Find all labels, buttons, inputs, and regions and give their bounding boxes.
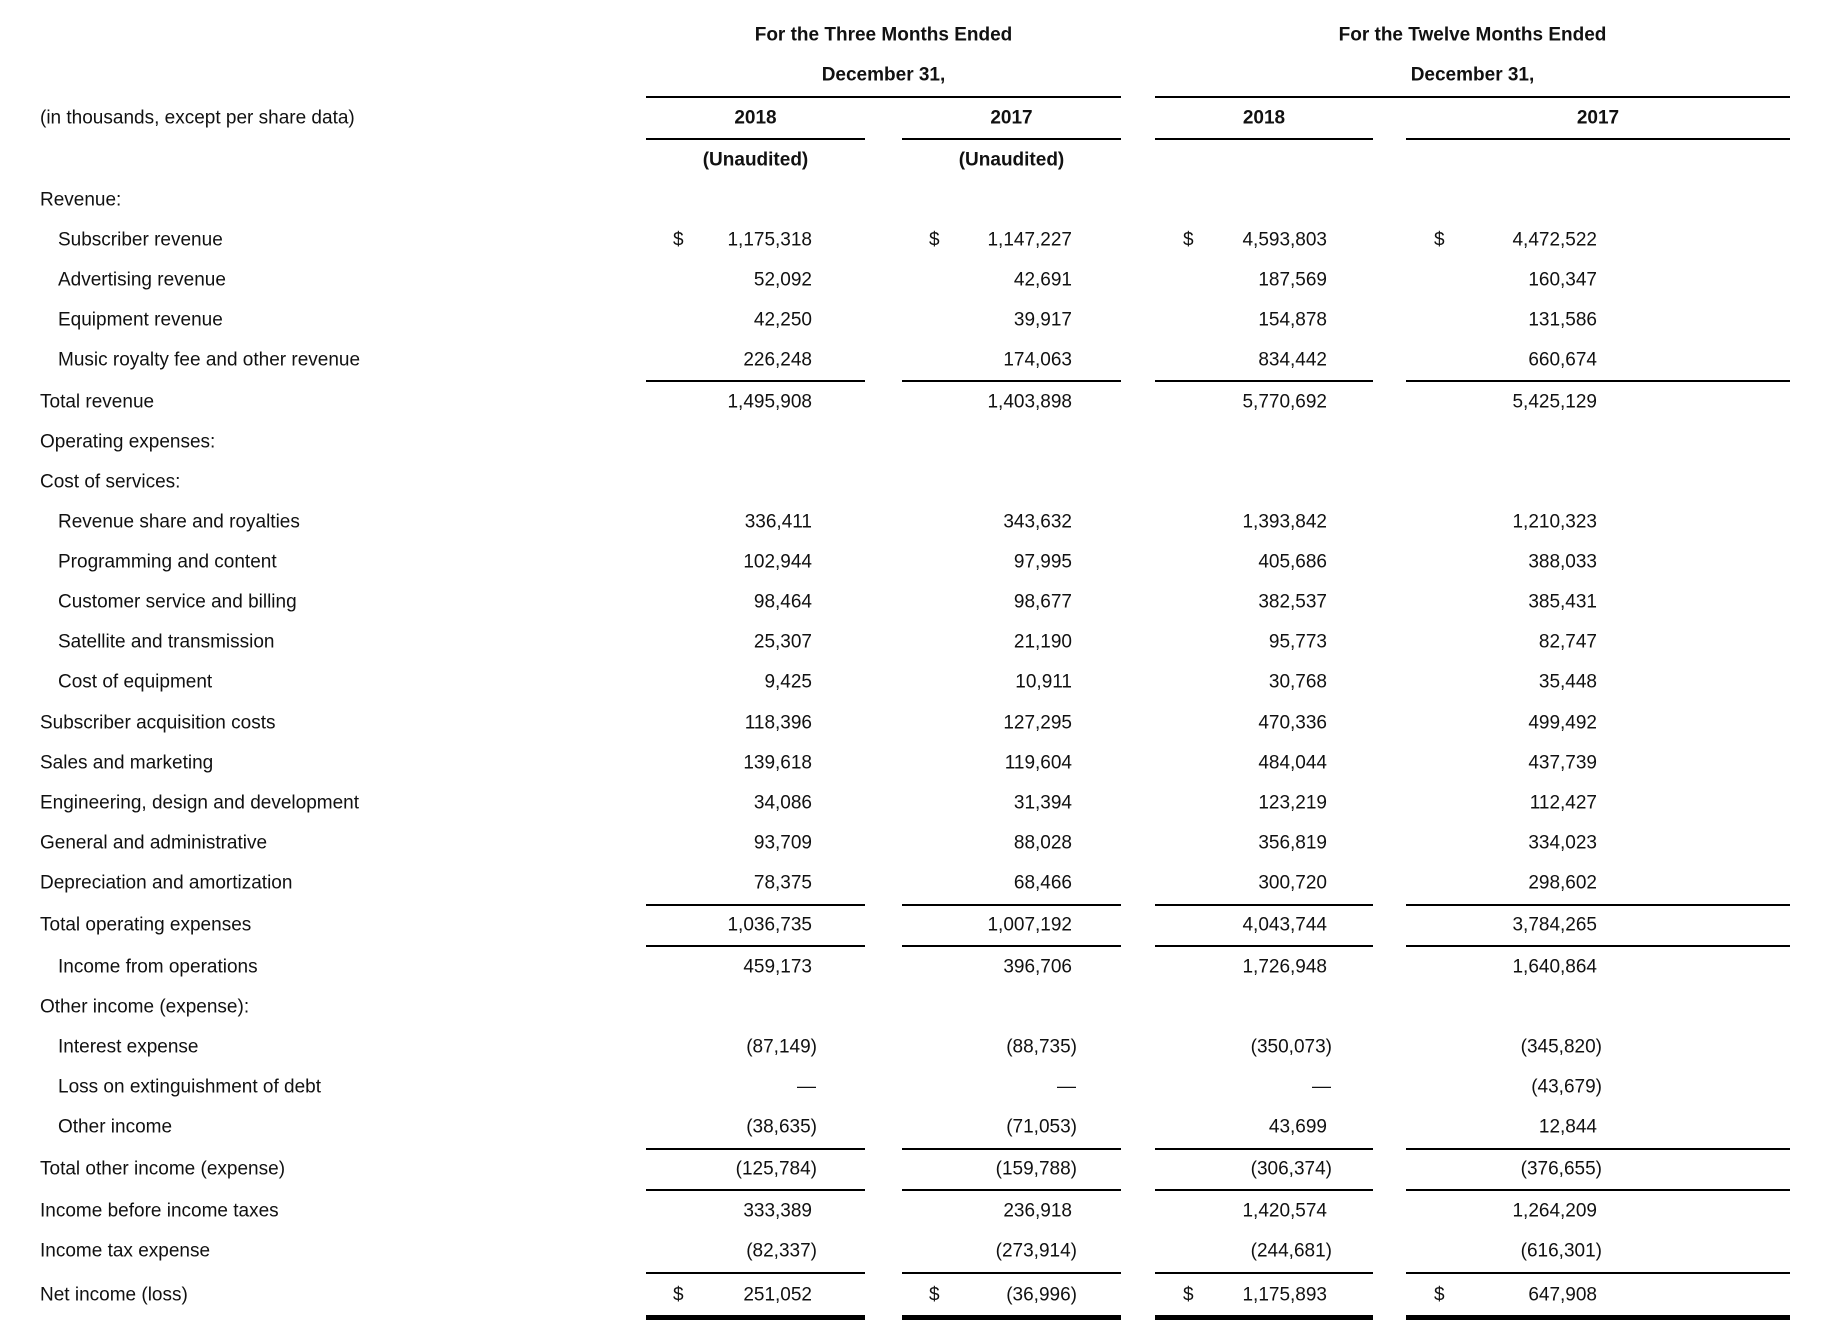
currency-symbol: $ xyxy=(673,229,684,251)
row-value: 12,844 xyxy=(1538,1116,1597,1138)
row-label: Revenue share and royalties xyxy=(58,511,300,533)
subtotal-rule xyxy=(1406,945,1790,947)
row-label: Customer service and billing xyxy=(58,591,297,613)
row-label: Subscriber revenue xyxy=(58,229,223,251)
row-value: 93,709 xyxy=(753,832,812,854)
row-value: 382,537 xyxy=(1258,591,1327,613)
column-year-rule xyxy=(646,138,865,140)
row-value: (36,996) xyxy=(1006,1284,1077,1306)
row-value: (71,053) xyxy=(1006,1116,1077,1138)
subtotal-rule xyxy=(1155,945,1373,947)
subtotal-rule xyxy=(902,1189,1121,1191)
row-value: 119,604 xyxy=(1004,752,1072,774)
column-year: 2018 xyxy=(734,107,777,129)
row-value: 660,674 xyxy=(1528,349,1597,371)
row-label: Total other income (expense) xyxy=(40,1158,286,1180)
row-value: — xyxy=(1312,1076,1331,1098)
row-value: 1,640,864 xyxy=(1512,956,1597,978)
total-double-rule xyxy=(902,1315,1121,1320)
row-value: (616,301) xyxy=(1520,1240,1602,1262)
row-label: Interest expense xyxy=(58,1036,199,1058)
row-value: (376,655) xyxy=(1520,1158,1602,1180)
currency-symbol: $ xyxy=(1183,229,1194,251)
units-note: (in thousands, except per share data) xyxy=(40,107,355,129)
row-label: Advertising revenue xyxy=(58,269,226,291)
subtotal-rule xyxy=(1155,1148,1373,1150)
row-value: 499,492 xyxy=(1528,712,1597,734)
row-value: 9,425 xyxy=(764,671,812,693)
row-label: General and administrative xyxy=(40,832,268,854)
row-label: Satellite and transmission xyxy=(58,631,275,653)
subtotal-rule xyxy=(902,1272,1121,1274)
row-value: 187,569 xyxy=(1258,269,1327,291)
row-value: 1,210,323 xyxy=(1512,511,1597,533)
subtotal-rule xyxy=(1406,1272,1790,1274)
row-value: 1,175,893 xyxy=(1242,1284,1327,1306)
row-label: Subscriber acquisition costs xyxy=(40,712,276,734)
header-group-rule xyxy=(1155,96,1790,98)
row-value: 95,773 xyxy=(1268,631,1327,653)
row-label: Income tax expense xyxy=(40,1240,211,1262)
column-year-rule xyxy=(1406,138,1790,140)
currency-symbol: $ xyxy=(929,1284,940,1306)
column-group-title: For the Twelve Months Ended xyxy=(1338,24,1607,46)
row-value: 112,427 xyxy=(1529,792,1597,814)
row-value: 42,691 xyxy=(1013,269,1072,291)
row-value: 388,033 xyxy=(1528,551,1597,573)
row-value: 98,677 xyxy=(1013,591,1072,613)
row-value: (43,679) xyxy=(1531,1076,1602,1098)
row-value: 4,472,522 xyxy=(1512,229,1597,251)
row-value: (159,788) xyxy=(995,1158,1077,1180)
subtotal-rule xyxy=(902,1148,1121,1150)
row-value: 21,190 xyxy=(1013,631,1072,653)
row-value: 118,396 xyxy=(744,712,812,734)
subtotal-rule xyxy=(1406,904,1790,906)
row-value: (244,681) xyxy=(1250,1240,1332,1262)
subtotal-rule xyxy=(646,380,865,382)
row-value: 333,389 xyxy=(743,1200,812,1222)
row-value: 1,036,735 xyxy=(727,914,812,936)
row-label: Total revenue xyxy=(40,391,155,413)
row-label: Loss on extinguishment of debt xyxy=(58,1076,322,1098)
total-double-rule xyxy=(646,1315,865,1320)
row-value: (87,149) xyxy=(746,1036,817,1058)
row-value: 1,264,209 xyxy=(1512,1200,1597,1222)
header-group-rule xyxy=(646,96,1121,98)
row-label: Income from operations xyxy=(58,956,258,978)
row-value: 25,307 xyxy=(753,631,812,653)
row-value: 1,403,898 xyxy=(987,391,1072,413)
row-value: 484,044 xyxy=(1258,752,1327,774)
row-value: 98,464 xyxy=(753,591,812,613)
subtotal-rule xyxy=(1155,1189,1373,1191)
row-value: 160,347 xyxy=(1528,269,1597,291)
row-value: (38,635) xyxy=(746,1116,817,1138)
row-value: 35,448 xyxy=(1538,671,1597,693)
row-value: 131,586 xyxy=(1528,309,1597,331)
subtotal-rule xyxy=(1406,1189,1790,1191)
column-note: (Unaudited) xyxy=(702,149,809,171)
row-value: 88,028 xyxy=(1013,832,1072,854)
row-value: 251,052 xyxy=(743,1284,812,1306)
subtotal-rule xyxy=(1155,904,1373,906)
row-label: Income before income taxes xyxy=(40,1200,279,1222)
row-value: 154,878 xyxy=(1258,309,1327,331)
row-value: 5,425,129 xyxy=(1512,391,1597,413)
row-value: 10,911 xyxy=(1015,671,1072,693)
row-value: 298,602 xyxy=(1528,872,1597,894)
column-group-subtitle: December 31, xyxy=(1410,64,1535,86)
column-note: (Unaudited) xyxy=(958,149,1065,171)
row-label: Equipment revenue xyxy=(58,309,223,331)
total-double-rule xyxy=(1406,1315,1790,1320)
column-year: 2017 xyxy=(1576,107,1620,129)
row-value: — xyxy=(1057,1076,1076,1098)
row-value: 31,394 xyxy=(1013,792,1072,814)
row-value: 1,393,842 xyxy=(1242,511,1327,533)
row-value: 405,686 xyxy=(1258,551,1327,573)
row-label: Other income (expense): xyxy=(40,996,250,1018)
row-value: — xyxy=(797,1076,816,1098)
row-value: 1,495,908 xyxy=(727,391,812,413)
subtotal-rule xyxy=(1155,1272,1373,1274)
row-value: 226,248 xyxy=(743,349,812,371)
column-year: 2017 xyxy=(990,107,1033,129)
row-label: Depreciation and amortization xyxy=(40,872,293,894)
row-label: Operating expenses: xyxy=(40,431,216,453)
subtotal-rule xyxy=(1155,380,1373,382)
row-value: 385,431 xyxy=(1528,591,1597,613)
row-value: 174,063 xyxy=(1003,349,1072,371)
subtotal-rule xyxy=(1406,1148,1790,1150)
row-value: 1,175,318 xyxy=(727,229,812,251)
column-group-title: For the Three Months Ended xyxy=(754,24,1013,46)
row-value: 437,739 xyxy=(1528,752,1597,774)
subtotal-rule xyxy=(646,1189,865,1191)
row-value: 356,819 xyxy=(1258,832,1327,854)
row-value: 459,173 xyxy=(743,956,812,978)
row-value: 1,147,227 xyxy=(987,229,1072,251)
subtotal-rule xyxy=(902,904,1121,906)
currency-symbol: $ xyxy=(673,1284,684,1306)
row-value: 5,770,692 xyxy=(1242,391,1327,413)
row-value: 1,420,574 xyxy=(1242,1200,1327,1222)
subtotal-rule xyxy=(902,380,1121,382)
row-value: 127,295 xyxy=(1003,712,1072,734)
total-double-rule xyxy=(1155,1315,1373,1320)
row-label: Sales and marketing xyxy=(40,752,214,774)
row-value: 834,442 xyxy=(1258,349,1327,371)
row-value: 39,917 xyxy=(1013,309,1072,331)
column-year-rule xyxy=(902,138,1121,140)
row-value: 30,768 xyxy=(1268,671,1327,693)
row-value: 42,250 xyxy=(753,309,812,331)
row-value: 52,092 xyxy=(753,269,812,291)
row-value: 1,726,948 xyxy=(1242,956,1327,978)
row-value: (306,374) xyxy=(1250,1158,1332,1180)
row-value: (345,820) xyxy=(1520,1036,1602,1058)
subtotal-rule xyxy=(646,1148,865,1150)
row-label: Programming and content xyxy=(58,551,277,573)
row-value: 68,466 xyxy=(1013,872,1072,894)
row-value: 4,593,803 xyxy=(1242,229,1327,251)
currency-symbol: $ xyxy=(1183,1284,1194,1306)
row-value: 139,618 xyxy=(743,752,812,774)
row-label: Music royalty fee and other revenue xyxy=(58,349,361,371)
row-value: 334,023 xyxy=(1528,832,1597,854)
row-value: 82,747 xyxy=(1538,631,1597,653)
row-value: 123,219 xyxy=(1258,792,1327,814)
row-value: (273,914) xyxy=(995,1240,1077,1262)
row-value: 343,632 xyxy=(1003,511,1072,533)
subtotal-rule xyxy=(646,945,865,947)
currency-symbol: $ xyxy=(1434,1284,1445,1306)
row-label: Other income xyxy=(58,1116,173,1138)
row-label: Net income (loss) xyxy=(40,1284,188,1306)
row-label: Total operating expenses xyxy=(40,914,252,936)
row-value: 647,908 xyxy=(1528,1284,1597,1306)
row-value: 470,336 xyxy=(1258,712,1327,734)
row-value: (350,073) xyxy=(1250,1036,1332,1058)
row-label: Cost of equipment xyxy=(58,671,213,693)
row-label: Engineering, design and development xyxy=(40,792,360,814)
row-value: 78,375 xyxy=(753,872,812,894)
row-value: 97,995 xyxy=(1013,551,1072,573)
row-label: Revenue: xyxy=(40,189,122,211)
row-value: 396,706 xyxy=(1003,956,1072,978)
subtotal-rule xyxy=(902,945,1121,947)
row-value: 34,086 xyxy=(753,792,812,814)
row-value: 43,699 xyxy=(1268,1116,1327,1138)
row-value: 336,411 xyxy=(744,511,812,533)
row-value: 300,720 xyxy=(1258,872,1327,894)
subtotal-rule xyxy=(646,1272,865,1274)
currency-symbol: $ xyxy=(929,229,940,251)
row-value: (82,337) xyxy=(746,1240,817,1262)
row-value: 236,918 xyxy=(1003,1200,1072,1222)
row-value: (88,735) xyxy=(1006,1036,1077,1058)
row-label: Cost of services: xyxy=(40,471,181,493)
row-value: 1,007,192 xyxy=(987,914,1072,936)
column-year-rule xyxy=(1155,138,1373,140)
subtotal-rule xyxy=(646,904,865,906)
currency-symbol: $ xyxy=(1434,229,1445,251)
subtotal-rule xyxy=(1406,380,1790,382)
column-group-subtitle: December 31, xyxy=(821,64,946,86)
row-value: 102,944 xyxy=(743,551,812,573)
row-value: 4,043,744 xyxy=(1242,914,1327,936)
row-value: (125,784) xyxy=(735,1158,817,1180)
column-year: 2018 xyxy=(1242,107,1286,129)
row-value: 3,784,265 xyxy=(1512,914,1597,936)
